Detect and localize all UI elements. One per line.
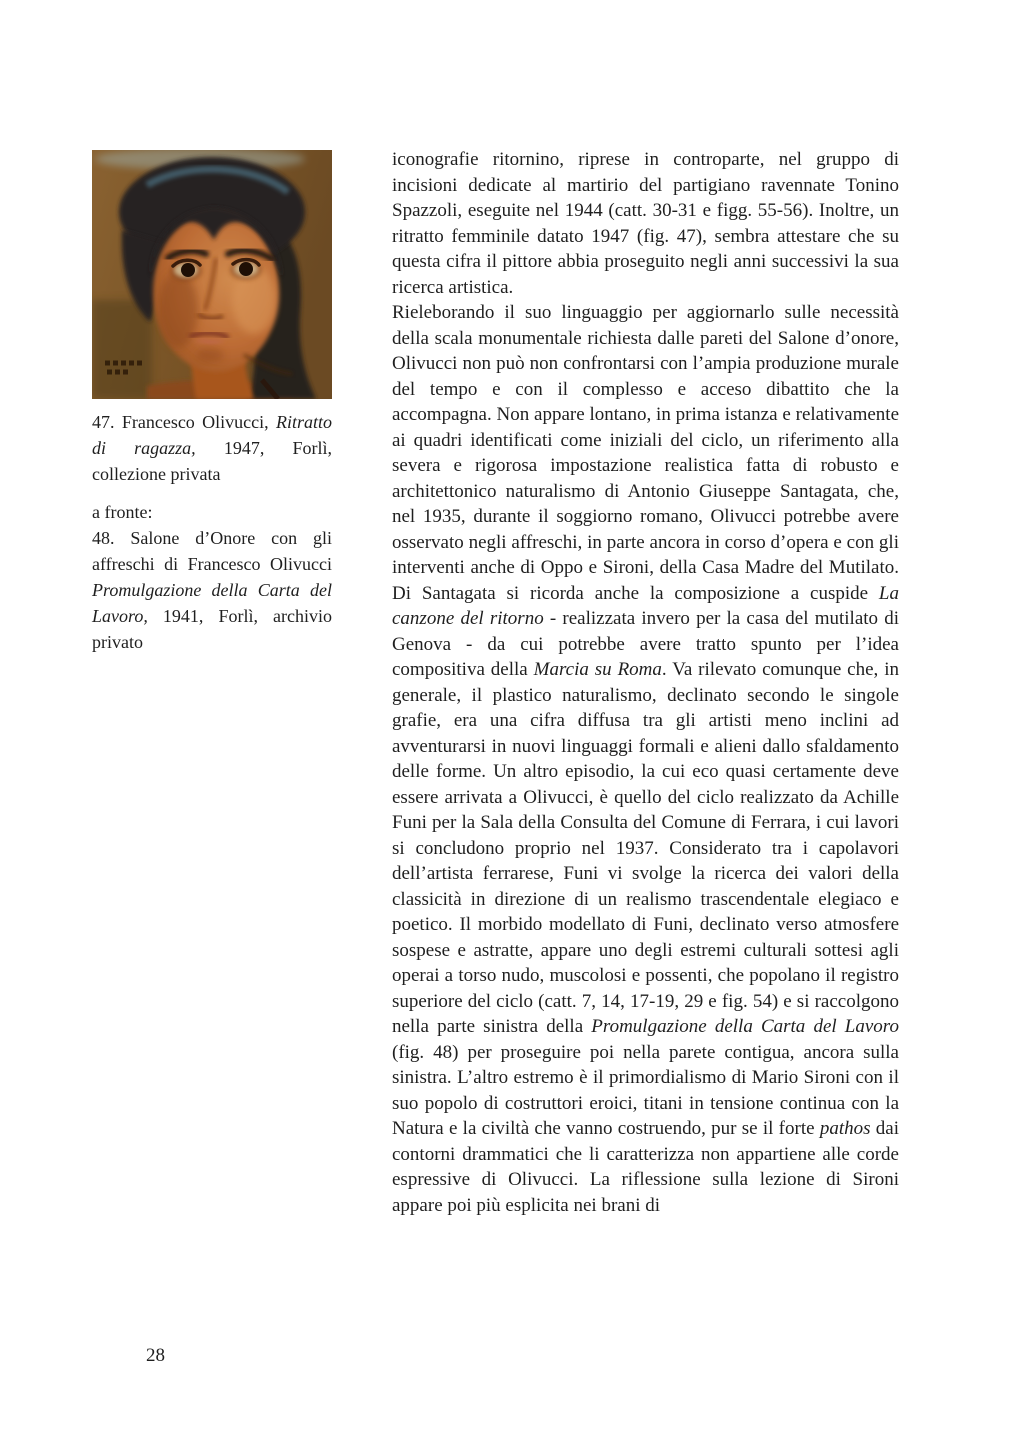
caption-figure-48: 48. Salone d’Onore con gli affreschi di Francesco Olivucci Promulgazione della Carta del Lavoro, 1941, Forlì, archivio privato (92, 528, 332, 652)
body-text-column (392, 147, 899, 1218)
portrait-painting (92, 150, 332, 399)
body-paragraph-2: Rieleborando il suo linguaggio per aggiornarlo sulle necessità della scala monumentale richiesta dalle pareti del Salone d’onore, Olivucci non può non confrontarsi con l’ampia produzione murale del tempo e con il complesso e acceso dibattito che la accompagna. Non appare lontano, in prima istanza e relativamente ai quadri identificati come iniziali del ciclo, un riferimento alla severa e rigorosa impostazione realistica fatta di robusto e architettonico naturalismo di Antonio Giuseppe Santagata, che, nel 1935, durante il soggiorno romano, Olivucci potrebbe avere osservato negli affreschi, in parte ancora in corso d’opera e con gli interventi anche di Oppo e Sironi, della Casa Madre del Mutilato. Di Santagata si ricorda anche la composizione a cuspide La canzone del ritorno - realizzata invero per la casa del mutilato di Genova - da cui potrebbe avere tratto spunto per l’idea compositiva della Marcia su Roma. Va rilevato comunque che, in generale, il plastico naturalismo, declinato secondo le singole grafie, era una cifra diffusa tra gli artisti meno inclini ad avventurarsi in nuovi linguaggi formali e alieni dallo sfaldamento delle forme. Un altro episodio, la cui eco quasi certamente deve essere arrivata a Olivucci, è quello del ciclo realizzato da Achille Funi per la Sala della Consulta del Comune di Ferrara, i cui lavori si concludono proprio nel 1937. Considerato tra i capolavori dell’artista ferrarese, Funi vi svolge la ricerca dei valori della classicità in direzione di un realismo trascendentale elegiaco e poetico. Il morbido modellato di Funi, declinato verso atmosfere sospese e astratte, appare uno degli estremi culturali sottesi agli operai a torso nudo, muscolosi e possenti, che popolano il registro superiore del ciclo (catt. 7, 14, 17-19, 29 e fig. 54) e si raccolgono nella parte sinistra della Promulgazione della Carta del Lavoro (fig. 48) per proseguire poi nella parete contigua, ancora sulla sinistra. L’altro estremo è il primordialismo di Mario Sironi con il suo popolo di costruttori eroici, titani in tensione continua con la Natura e la civiltà che vanno costruendo, pur se il forte pathos dai contorni drammatici che li caratterizza non appartiene alle corde espressive di Olivucci. La riflessione sulla lezione di Sironi appare poi più esplicita nei brani di (392, 302, 899, 1216)
eye-left (181, 263, 195, 277)
figure-47-portrait (92, 150, 332, 399)
page-number: 28 (146, 1345, 165, 1366)
caption-figure-47: 47. Francesco Olivucci, Ritratto di ragazza, 1947, Forlì, collezione privata (92, 412, 332, 484)
body-paragraph-1: iconografie ritornino, riprese in controparte, nel gruppo di incisioni dedicate al martirio del partigiano ravennate Tonino Spazzoli, eseguite nel 1944 (catt. 30-31 e figg. 55-56). Inoltre, un ritratto femminile datato 1947 (fig. 47), sembra attestare che su questa cifra il pittore abbia proseguito negli anni successivi la sua ricerca artistica. (392, 149, 899, 298)
caption-group-figure-48 (92, 499, 332, 655)
caption-a-fronte: a fronte: (92, 502, 153, 522)
eye-right (239, 262, 253, 276)
